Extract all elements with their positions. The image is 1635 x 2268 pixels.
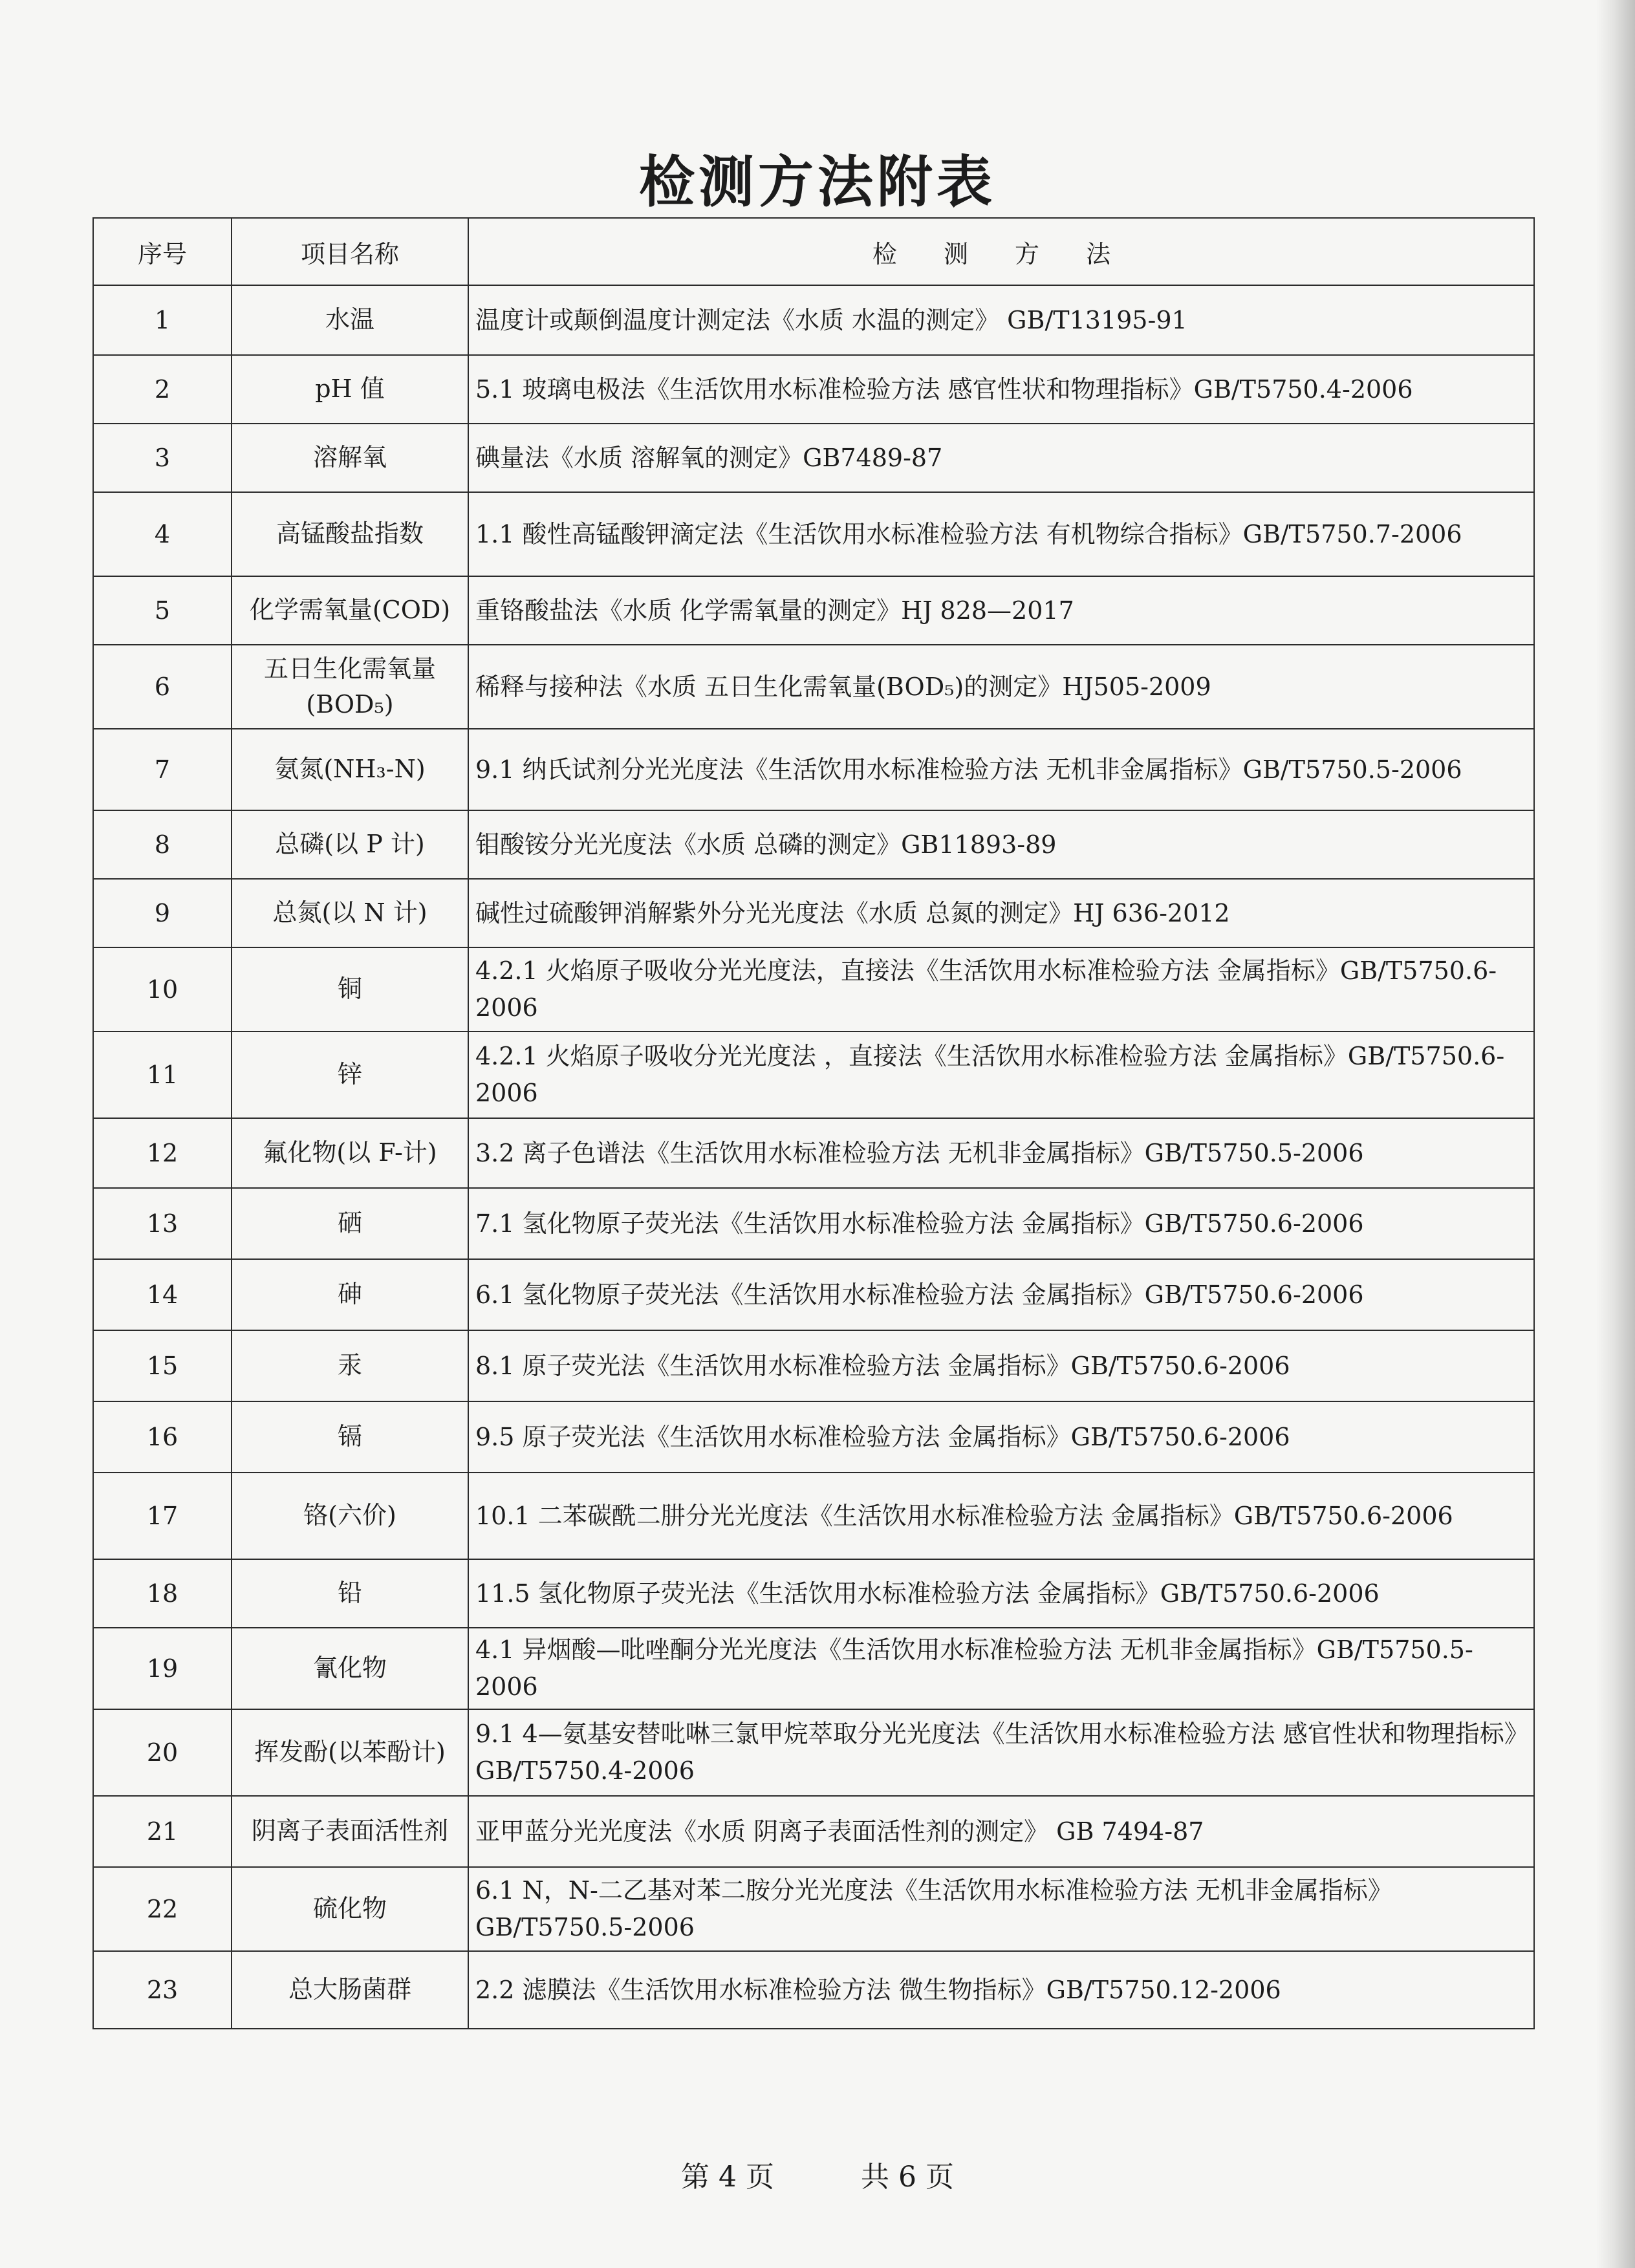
table-row [93, 1330, 1534, 1401]
row-item-name: 氟化物(以 F-计) [232, 1118, 468, 1188]
row-method: 碱性过硫酸钾消解紫外分光光度法《水质 总氮的测定》HJ 636-2012 [468, 879, 1534, 947]
table-row [93, 285, 1534, 355]
row-number: 22 [93, 1867, 232, 1951]
row-method: 10.1 二苯碳酰二肼分光光度法《生活饮用水标准检验方法 金属指标》GB/T5750.6-2006 [468, 1473, 1534, 1559]
row-item-name: 水温 [232, 285, 468, 355]
table-row [93, 1559, 1534, 1628]
row-number: 4 [93, 492, 232, 576]
row-number: 17 [93, 1473, 232, 1559]
row-item-name: 砷 [232, 1259, 468, 1330]
table-row [93, 1259, 1534, 1330]
row-item-name: 锌 [232, 1031, 468, 1118]
row-method: 6.1 N，N-二乙基对苯二胺分光光度法《生活饮用水标准检验方法 无机非金属指标》GB/T5750.5-2006 [468, 1867, 1534, 1951]
row-item-name: 汞 [232, 1330, 468, 1401]
table-row [93, 1031, 1534, 1118]
row-item-name: 五日生化需氧量(BOD₅) [232, 645, 468, 729]
row-number: 2 [93, 355, 232, 424]
table-body [93, 285, 1534, 2029]
row-method: 温度计或颠倒温度计测定法《水质 水温的测定》 GB/T13195-91 [468, 285, 1534, 355]
row-method: 7.1 氢化物原子荧光法《生活饮用水标准检验方法 金属指标》GB/T5750.6-2006 [468, 1188, 1534, 1259]
table-row [93, 1188, 1534, 1259]
table-row [93, 576, 1534, 645]
page-footer [0, 2154, 1635, 2195]
row-number: 20 [93, 1709, 232, 1796]
page-total: 共 6 页 [861, 2161, 954, 2194]
row-method: 1.1 酸性高锰酸钾滴定法《生活饮用水标准检验方法 有机物综合指标》GB/T5750.7-2006 [468, 492, 1534, 576]
table-row [93, 1796, 1534, 1867]
row-number: 13 [93, 1188, 232, 1259]
row-number: 5 [93, 576, 232, 645]
show-through-bleed [711, 61, 1074, 113]
row-item-name: 硒 [232, 1188, 468, 1259]
table-row [93, 810, 1534, 879]
row-method: 4.1 异烟酸—吡唑酮分光光度法《生活饮用水标准检验方法 无机非金属指标》GB/T5750.5-2006 [468, 1628, 1534, 1709]
row-method: 9.1 4—氨基安替吡啉三氯甲烷萃取分光光度法《生活饮用水标准检验方法 感官性状和物理指标》GB/T5750.4-2006 [468, 1709, 1534, 1796]
row-number: 8 [93, 810, 232, 879]
row-method: 稀释与接种法《水质 五日生化需氧量(BOD₅)的测定》HJ505-2009 [468, 645, 1534, 729]
row-number: 7 [93, 729, 232, 810]
row-method: 6.1 氢化物原子荧光法《生活饮用水标准检验方法 金属指标》GB/T5750.6-2006 [468, 1259, 1534, 1330]
row-number: 15 [93, 1330, 232, 1401]
row-number: 19 [93, 1628, 232, 1709]
row-number: 11 [93, 1031, 232, 1118]
row-item-name: 化学需氧量(COD) [232, 576, 468, 645]
row-method: 9.1 纳氏试剂分光光度法《生活饮用水标准检验方法 无机非金属指标》GB/T5750.5-2006 [468, 729, 1534, 810]
table-row [93, 1473, 1534, 1559]
row-item-name: 挥发酚(以苯酚计) [232, 1709, 468, 1796]
row-method: 碘量法《水质 溶解氧的测定》GB7489-87 [468, 424, 1534, 492]
row-item-name: 硫化物 [232, 1867, 468, 1951]
row-item-name: 氨氮(NH₃-N) [232, 729, 468, 810]
row-item-name: 氰化物 [232, 1628, 468, 1709]
table-row [93, 1709, 1534, 1796]
header-item: 项目名称 [232, 218, 468, 285]
methods-table [92, 217, 1535, 2029]
table-row [93, 492, 1534, 576]
row-number: 3 [93, 424, 232, 492]
page-title: 检测方法附表 [639, 150, 996, 215]
table-row [93, 1867, 1534, 1951]
row-method: 9.5 原子荧光法《生活饮用水标准检验方法 金属指标》GB/T5750.6-2006 [468, 1401, 1534, 1473]
table-row [93, 729, 1534, 810]
row-method: 2.2 滤膜法《生活饮用水标准检验方法 微生物指标》GB/T5750.12-2006 [468, 1951, 1534, 2029]
row-method: 钼酸铵分光光度法《水质 总磷的测定》GB11893-89 [468, 810, 1534, 879]
row-method: 3.2 离子色谱法《生活饮用水标准检验方法 无机非金属指标》GB/T5750.5-2006 [468, 1118, 1534, 1188]
row-item-name: 总氮(以 N 计) [232, 879, 468, 947]
row-number: 14 [93, 1259, 232, 1330]
table-row [93, 355, 1534, 424]
row-number: 23 [93, 1951, 232, 2029]
table-row [93, 1951, 1534, 2029]
row-method: 8.1 原子荧光法《生活饮用水标准检验方法 金属指标》GB/T5750.6-2006 [468, 1330, 1534, 1401]
row-item-name: 总磷(以 P 计) [232, 810, 468, 879]
row-item-name: pH 值 [232, 355, 468, 424]
row-item-name: 铜 [232, 947, 468, 1031]
table-row [93, 879, 1534, 947]
row-item-name: 总大肠菌群 [232, 1951, 468, 2029]
scan-shadow-edge [1596, 0, 1635, 2268]
header-number: 序号 [93, 218, 232, 285]
row-item-name: 铅 [232, 1559, 468, 1628]
row-item-name: 铬(六价) [232, 1473, 468, 1559]
row-number: 16 [93, 1401, 232, 1473]
row-method: 重铬酸盐法《水质 化学需氧量的测定》HJ 828—2017 [468, 576, 1534, 645]
row-item-name: 阴离子表面活性剂 [232, 1796, 468, 1867]
row-number: 1 [93, 285, 232, 355]
row-item-name: 高锰酸盐指数 [232, 492, 468, 576]
row-number: 10 [93, 947, 232, 1031]
row-number: 21 [93, 1796, 232, 1867]
table-row [93, 947, 1534, 1031]
table-header-row [93, 218, 1534, 285]
row-method: 4.2.1 火焰原子吸收分光光度法 ，直接法《生活饮用水标准检验方法 金属指标》GB/T5750.6-2006 [468, 1031, 1534, 1118]
table-row [93, 424, 1534, 492]
row-method: 11.5 氢化物原子荧光法《生活饮用水标准检验方法 金属指标》GB/T5750.6-2006 [468, 1559, 1534, 1628]
table-row [93, 1628, 1534, 1709]
row-number: 18 [93, 1559, 232, 1628]
row-number: 12 [93, 1118, 232, 1188]
row-number: 6 [93, 645, 232, 729]
table-row [93, 645, 1534, 729]
row-number: 9 [93, 879, 232, 947]
row-method: 4.2.1 火焰原子吸收分光光度法，直接法《生活饮用水标准检验方法 金属指标》GB/T5750.6-2006 [468, 947, 1534, 1031]
row-method: 5.1 玻璃电极法《生活饮用水标准检验方法 感官性状和物理指标》GB/T5750.4-2006 [468, 355, 1534, 424]
row-item-name: 镉 [232, 1401, 468, 1473]
row-method: 亚甲蓝分光光度法《水质 阴离子表面活性剂的测定》 GB 7494-87 [468, 1796, 1534, 1867]
table-row [93, 1118, 1534, 1188]
header-method: 检 测 方 法 [468, 218, 1534, 285]
row-item-name: 溶解氧 [232, 424, 468, 492]
page-number: 第 4 页 [681, 2161, 774, 2194]
table-row [93, 1401, 1534, 1473]
